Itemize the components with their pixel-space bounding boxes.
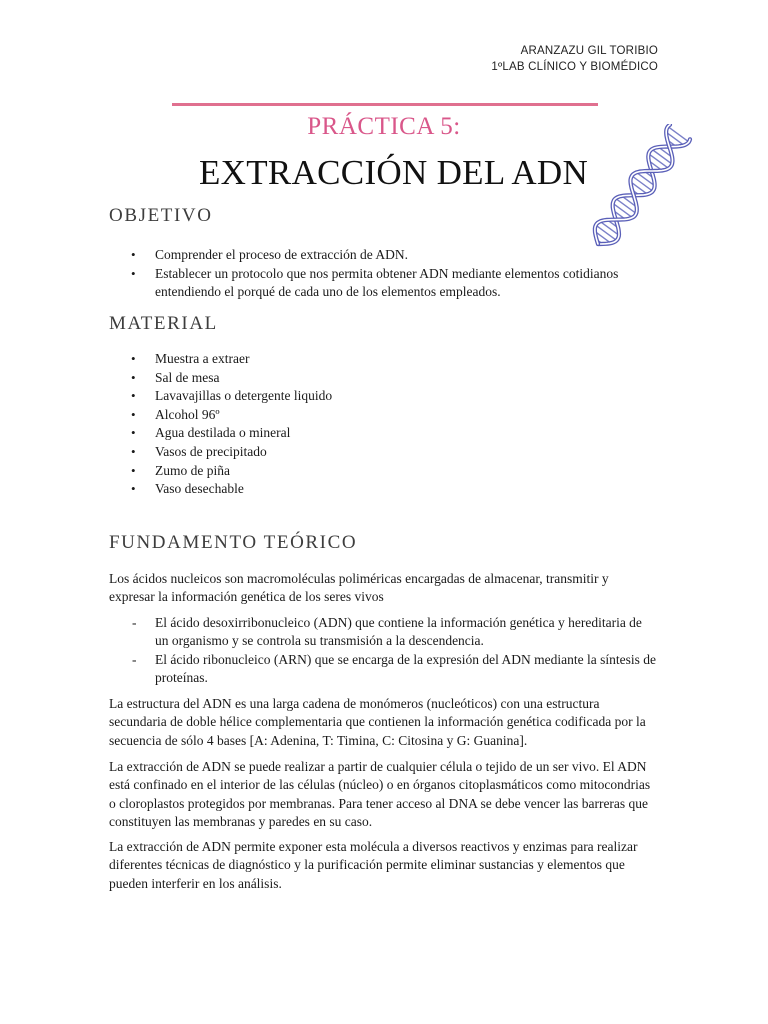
list-item: • Comprender el proceso de extracción de ADN. (128, 246, 648, 265)
list-item: • Establecer un protocolo que nos permita obtener ADN mediante elementos cotidianos entendiendo el porqué de cada uno de los elementos empleados. (128, 265, 648, 302)
paragraph-structure: La estructura del ADN es una larga cadena de monómeros (nucleóticos) con una estructura secundaria de doble hélice complementaria que contienen la información genética codificada por la secuencia de sólo 4 bases [A: Adenina, T: Timina, C: Citosina y G: Guanina]. (109, 696, 646, 748)
nucleic-acid-list (128, 614, 658, 688)
list-item: • Alcohol 96º (128, 406, 648, 425)
list-item: • Vasos de precipitado (128, 443, 648, 462)
material-list (128, 350, 648, 499)
document-header (491, 43, 658, 75)
list-item: • Lavavajillas o detergente liquido (128, 387, 648, 406)
section-heading-material: MATERIAL (109, 313, 218, 334)
paragraph-purpose: La extracción de ADN permite exponer esta molécula a diversos reactivos y enzimas para realizar diferentes técnicas de diagnóstico y la purificación permite eliminar sustancias y elementos que pueden interferir en los análisis. (109, 839, 638, 891)
list-item: • Sal de mesa (128, 369, 648, 388)
page-title: EXTRACCIÓN DEL ADN (199, 153, 589, 192)
title-divider (172, 103, 598, 106)
list-item: - El ácido desoxirribonucleico (ADN) que contiene la información genética y hereditaria de un organismo y se controla su transmisión a la descendencia. (128, 614, 658, 651)
practice-label: PRÁCTICA 5: (307, 113, 461, 140)
list-item: • Vaso desechable (128, 480, 648, 499)
author-name: ARANZAZU GIL TORIBIO (520, 45, 658, 57)
objetivo-list (128, 246, 648, 302)
list-item: • Agua destilada o mineral (128, 424, 648, 443)
paragraph-extraction: La extracción de ADN se puede realizar a partir de cualquier célula o tejido de un ser vivo. El ADN está confinado en el interior de las células (núcleo) o en órganos citoplasmáticos como mitocondrias o cloroplastos protegidos por membranas. Para tener acceso al DNA se debe vencer las barreras que constituyen las membranas y paredes en su caso. (109, 759, 651, 830)
section-heading-fundamento: FUNDAMENTO TEÓRICO (109, 532, 358, 553)
dna-helix-icon (568, 124, 698, 256)
list-item: • Muestra a extraer (128, 350, 648, 369)
list-item: - El ácido ribonucleico (ARN) que se encarga de la expresión del ADN mediante la síntesis de proteínas. (128, 651, 658, 688)
course-name: 1ºLAB CLÍNICO Y BIOMÉDICO (491, 61, 658, 73)
section-heading-objetivo: OBJETIVO (109, 205, 213, 226)
list-item: • Zumo de piña (128, 462, 648, 481)
fundamento-intro: Los ácidos nucleicos son macromoléculas poliméricas encargadas de almacenar, transmitir y expresar la información genética de los seres vivos (109, 571, 609, 605)
